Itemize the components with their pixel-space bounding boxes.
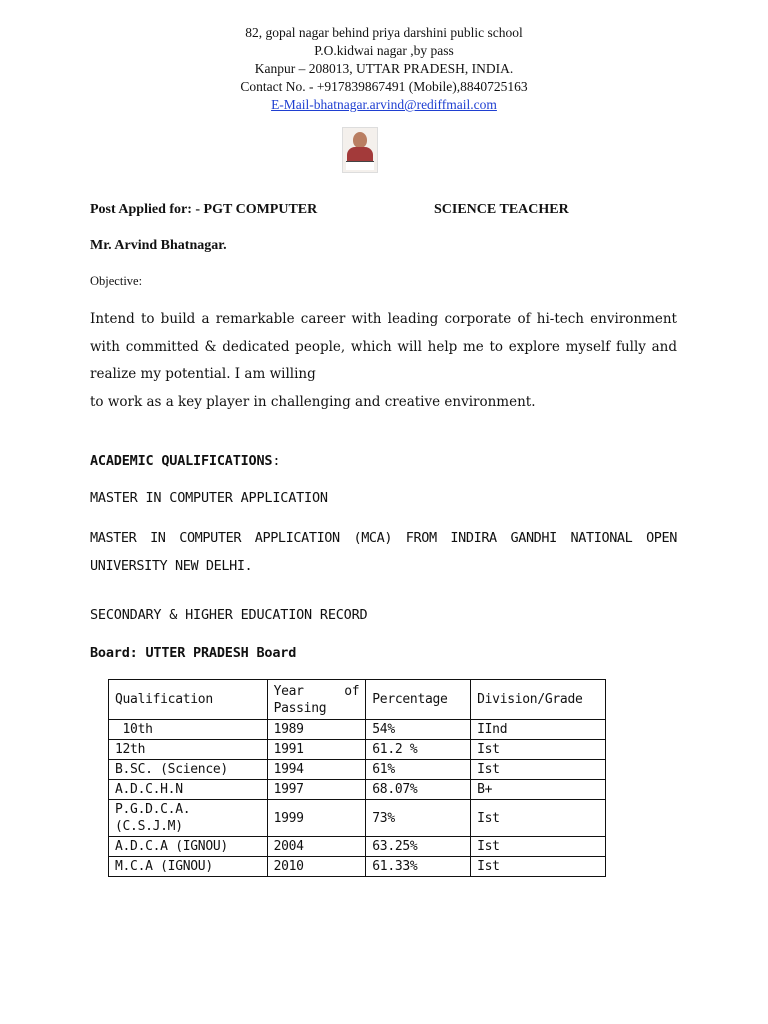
cell-year: 1989 — [267, 720, 366, 740]
cell-percentage: 63.25% — [366, 837, 471, 857]
address-line-1: 82, gopal nagar behind priya darshini public school — [245, 25, 523, 40]
cell-qualification: A.D.C.A (IGNOU) — [109, 837, 268, 857]
mca-description: MASTER IN COMPUTER APPLICATION (MCA) FROM INDIRA GANDHI NATIONAL OPEN UNIVERSITY NEW DELHI. — [90, 530, 677, 574]
mca-subheading: MASTER IN COMPUTER APPLICATION — [90, 490, 328, 506]
objective-paragraph-2: to work as a key player in challenging and creative environment. — [90, 393, 536, 410]
cell-percentage: 61.33% — [366, 857, 471, 877]
cell-year: 1999 — [267, 800, 366, 837]
photo-body — [347, 147, 373, 161]
address-line-2: P.O.kidwai nagar ,by pass — [314, 43, 454, 58]
cell-percentage: 61.2 % — [366, 740, 471, 760]
email-link[interactable]: E-Mail-bhatnagar.arvind@rediffmail.com — [271, 97, 497, 112]
cell-division: Ist — [471, 837, 606, 857]
cell-division: Ist — [471, 740, 606, 760]
profile-photo — [342, 127, 378, 173]
qualification-table — [108, 679, 606, 877]
address-line-3: Kanpur – 208013, UTTAR PRADESH, INDIA. — [254, 61, 514, 76]
cell-qualification: A.D.C.H.N — [109, 780, 268, 800]
objective-label: Objective: — [90, 274, 143, 288]
board-heading: Board: UTTER PRADESH Board — [90, 645, 297, 661]
cell-percentage: 68.07% — [366, 780, 471, 800]
cell-division: B+ — [471, 780, 606, 800]
cell-percentage: 54% — [366, 720, 471, 740]
table-row — [109, 740, 606, 760]
table-row — [109, 720, 606, 740]
cell-division: IInd — [471, 720, 606, 740]
table-row — [109, 780, 606, 800]
secondary-heading: SECONDARY & HIGHER EDUCATION RECORD — [90, 607, 368, 623]
academic-heading-text: ACADEMIC QUALIFICATIONS — [90, 453, 273, 469]
cell-year: 1997 — [267, 780, 366, 800]
objective-text — [90, 306, 677, 416]
table-row — [109, 760, 606, 780]
cell-division: Ist — [471, 800, 606, 837]
cell-year: 1994 — [267, 760, 366, 780]
table-row — [109, 857, 606, 877]
header-percentage: Percentage — [366, 680, 471, 720]
cell-division: Ist — [471, 760, 606, 780]
contact-line: Contact No. - +917839867491 (Mobile),8840725163 — [240, 79, 528, 94]
cell-year: 2004 — [267, 837, 366, 857]
header-qualification: Qualification — [109, 680, 268, 720]
photo-head — [353, 132, 367, 148]
post-applied-label: Post Applied for: - PGT COMPUTER — [90, 202, 318, 217]
cell-percentage: 73% — [366, 800, 471, 837]
cell-qualification: 12th — [109, 740, 268, 760]
header-division: Division/Grade — [471, 680, 606, 720]
header-year-passing: Passing — [273, 700, 327, 716]
cell-year: 2010 — [267, 857, 366, 877]
cell-qualification: 10th — [109, 720, 268, 740]
cell-division: Ist — [471, 857, 606, 877]
cell-qualification: B.SC. (Science) — [109, 760, 268, 780]
table-row — [109, 837, 606, 857]
cell-year: 1991 — [267, 740, 366, 760]
post-applied — [90, 202, 680, 218]
applicant-name: Mr. Arvind Bhatnagar. — [90, 238, 227, 253]
cell-qualification: P.G.D.C.A. (C.S.J.M) — [109, 800, 268, 837]
header-year-word: Year — [273, 683, 304, 699]
academic-heading-suffix: : — [272, 453, 281, 469]
photo-signature — [346, 161, 374, 170]
post-applied-title: SCIENCE TEACHER — [434, 202, 569, 217]
header-year — [267, 680, 366, 720]
table-header-row — [109, 680, 606, 720]
header-year-of: of — [344, 683, 360, 699]
cell-percentage: 61% — [366, 760, 471, 780]
address-header — [0, 24, 768, 114]
academic-heading — [90, 453, 280, 469]
table-row — [109, 800, 606, 837]
objective-paragraph-1: Intend to build a remarkable career with leading corporate of hi-tech environment with committed & dedicated people, which will help me to explore myself fully and realize my potential. I am willing — [90, 311, 677, 382]
cell-qualification: M.C.A (IGNOU) — [109, 857, 268, 877]
